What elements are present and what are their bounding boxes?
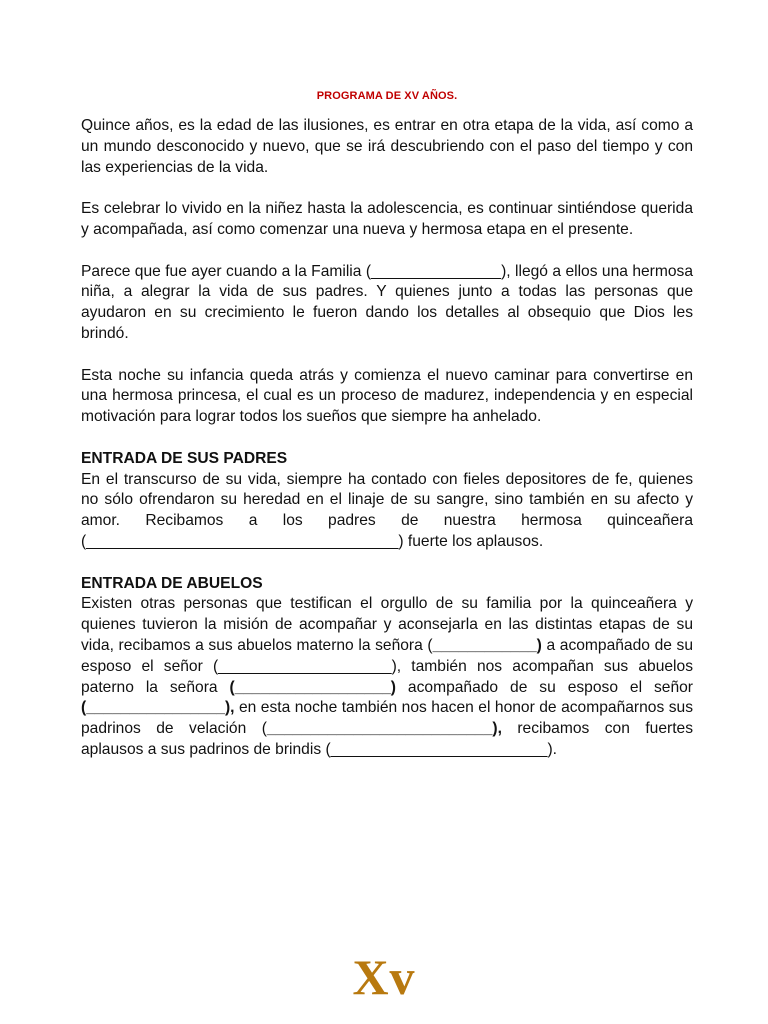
section-body-padres: En el transcurso de su vida, siempre ha contado con fieles depositores de fe, quienes no sólo ofrendaron su heredad en el linaje de su sangre, sino también en su afecto y amor. Recibamos a los padres de nuestra hermosa quinceañera (____________________________________) fuerte los aplausos. — [81, 470, 693, 550]
xv-logo-mark: Xv — [352, 949, 416, 1005]
abuelos-text-2: a acompañado de su esposo el señor (____________________), también nos acompañan sus abuelos paterno la señora — [81, 636, 694, 696]
section-heading-abuelos: ENTRADA DE ABUELOS — [81, 574, 263, 592]
abuelos-blank-3: (________________), — [81, 699, 235, 717]
abuelos-blank-2: (__________________) — [229, 678, 396, 696]
abuelos-blank-1: ____________) — [432, 636, 542, 654]
abuelos-blank-4: __________________________), — [266, 720, 502, 738]
intro-paragraph-1: Quince años, es la edad de las ilusiones, es entrar en otra etapa de la vida, así como a un mundo desconocido y nuevo, que se irá descubriendo con el paso del tiempo y con las experiencias de la vida. — [81, 117, 693, 176]
document-title: PROGRAMA DE XV AÑOS. — [316, 90, 458, 102]
abuelos-text-1: Existen otras personas que testifican el orgullo de su familia por la quinceañera y quienes tuvieron la misión de acompañar y aconsejarla en las distintas etapas de su vida, recibamos a sus abuelos materno la señora ( — [81, 595, 693, 654]
section-heading-padres: ENTRADA DE SUS PADRES — [81, 449, 288, 467]
intro-paragraph-4: Esta noche su infancia queda atrás y comienza el nuevo caminar para convertirse en una hermosa princesa, el cual es un proceso de madurez, independencia y en especial motivación para lograr todos los sueños que siempre ha anhelado. — [81, 366, 693, 426]
section-body-abuelos — [81, 594, 693, 760]
document-page — [81, 90, 693, 782]
abuelos-text-3: acompañado de su esposo el señor — [396, 678, 693, 696]
abuelos-text-4: en esta noche también nos hacen el honor de acompañarnos sus padrinos de velación ( — [81, 699, 693, 738]
intro-paragraph-3: Parece que fue ayer cuando a la Familia (_______________), llegó a ellos una hermosa niña, a alegrar la vida de sus padres. Y quienes junto a todas las personas que ayudaron en su crecimiento le fueron dando los detalles al obsequio que Dios les brindó. — [81, 262, 693, 342]
intro-paragraph-2: Es celebrar lo vivido en la niñez hasta la adolescencia, es continuar sintiéndose querida y acompañada, así como comenzar una nueva y hermosa etapa en el presente. — [81, 200, 693, 238]
abuelos-text-5: recibamos con fuertes aplausos a sus padrinos de brindis (_________________________). — [81, 720, 693, 758]
